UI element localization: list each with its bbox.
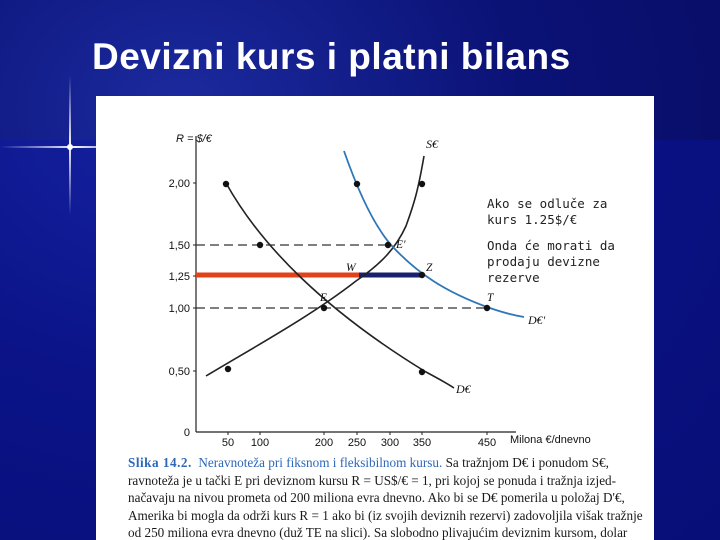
x-tick-label: 100 [250,437,270,449]
x-tick-label: 450 [477,437,497,449]
caption-figure-title: Neravnoteža pri fiksnom i fleksibilnom kursu. [198,455,443,470]
demand-curve [226,183,454,388]
supply-curve [206,156,424,376]
point-label-w: W [346,262,356,274]
caption-figure-label: Slika 14.2. [128,455,192,470]
demand-shifted-curve [344,151,524,317]
caption-line-2: ravnoteža je u tački E pri deviznom kursu R = US$/€ = 1, pri kojoj se ponuda i tražnja izjed- [128,472,617,488]
y-axis-label: R = $/€ [176,133,212,145]
y-tick-label: 0,50 [168,366,190,378]
y-tick-label: 1,50 [168,240,190,252]
y-tick-label: 2,00 [168,178,190,190]
caption-line-1 [128,454,648,472]
demand-shifted-curve-label: D€' [528,313,546,327]
caption-line-1-text: Sa tražnjom D€ i ponudom S€, [445,455,609,470]
callout-line: prodaju devizne [487,254,600,269]
slide-title: Devizni kurs i platni bilans [92,36,571,77]
demand-curve-label: D€ [456,382,471,396]
callout-line: kurs 1.25$/€ [487,212,578,227]
caption-line-5: od 250 miliona evra dnevno (duž TE na slici). Sa slobodno plivajućim deviznim kursom, dolar [128,525,628,540]
callout-line: Ako se odluče za [487,196,608,211]
caption-line-4: Amerika bi mogla da održi kurs R = 1 ako bi (iz svojih deviznih rezervi) zadovoljila višak tražnje [128,507,643,523]
x-tick-label: 300 [380,437,400,449]
callout-line: rezerve [487,270,540,285]
point-label-e: E [320,292,328,304]
supply-curve-label: S€ [426,137,438,151]
x-tick-label: 50 [221,437,235,449]
caption-line-3: načavaju na nivou prometa od 200 miliona evra dnevno. Ako bi se D€ pomerila u položaj D'€, [128,490,625,506]
x-axis-label: Milona €/dnevno [510,434,591,446]
point-label-t: T [487,292,494,304]
figure-caption [128,454,648,540]
y-tick-label: 0 [183,427,190,439]
callout-line: Onda će morati da [487,238,615,253]
curve-points [223,181,490,375]
x-tick-label: 350 [412,437,432,449]
point-label-e-prime: E' [396,239,406,251]
diagram-panel [96,96,654,540]
point-label-z: Z [426,262,433,274]
y-tick-label: 1,00 [168,303,190,315]
x-tick-label: 200 [314,437,334,449]
y-tick-label: 1,25 [168,271,190,283]
x-tick-label: 250 [347,437,367,449]
